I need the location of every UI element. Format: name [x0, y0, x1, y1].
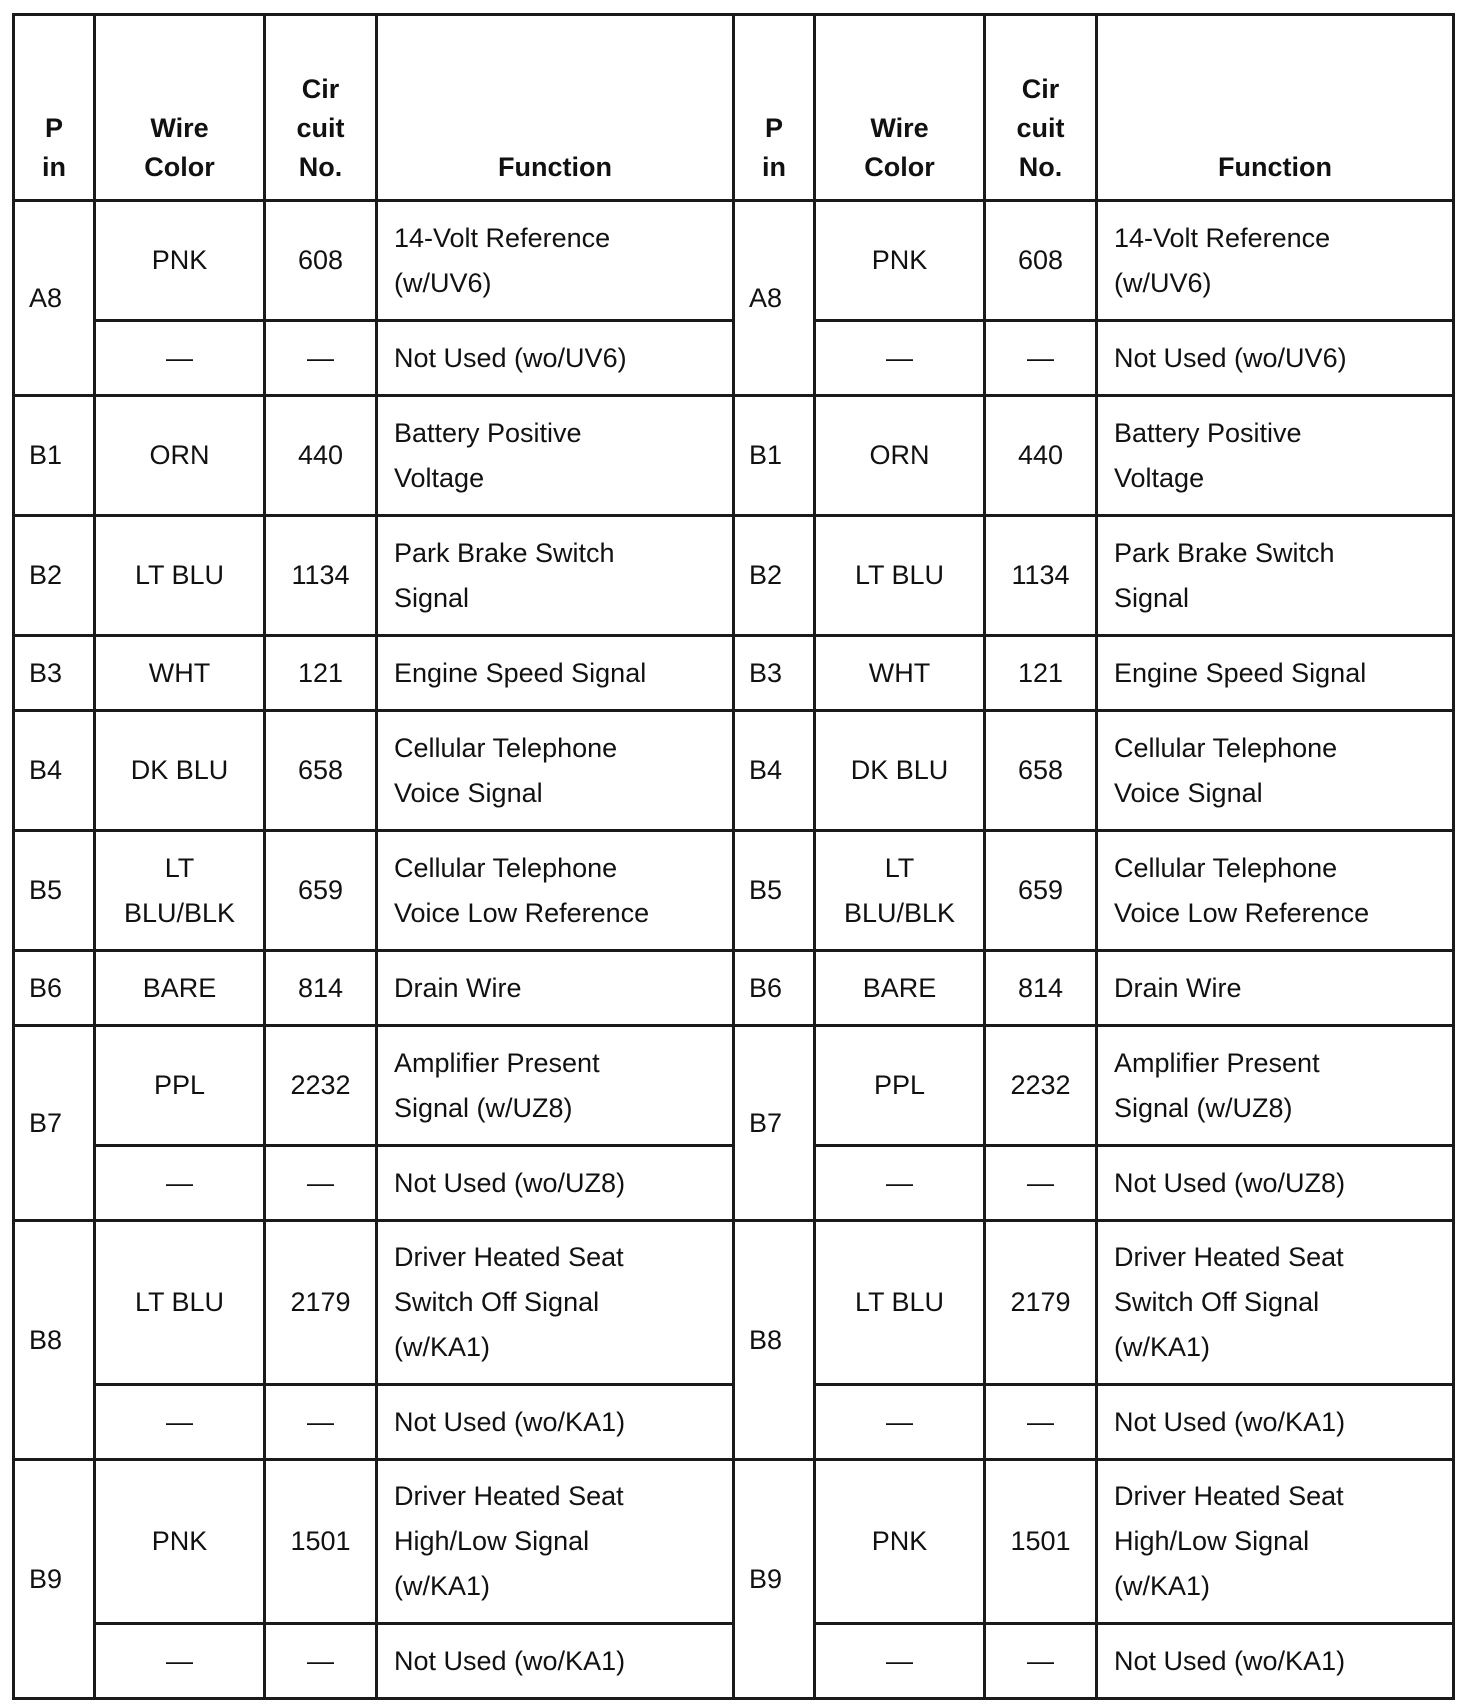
function-cell: Not Used (wo/KA1)	[1097, 1624, 1454, 1699]
function-cell: Engine Speed Signal	[1097, 636, 1454, 711]
pin-cell: B5	[734, 831, 815, 951]
header-row	[14, 15, 1454, 201]
wire-color-cell: PPL	[95, 1026, 265, 1146]
function-cell: Drain Wire	[377, 951, 734, 1026]
circuit-cell: 1134	[985, 516, 1097, 636]
pin-cell: B6	[14, 951, 95, 1026]
circuit-cell: 1134	[265, 516, 377, 636]
circuit-cell: 2179	[985, 1221, 1097, 1385]
pin-cell: B4	[14, 711, 95, 831]
pin-cell: B1	[734, 396, 815, 516]
function-cell: Driver Heated Seat High/Low Signal (w/KA1)	[377, 1460, 734, 1624]
circuit-cell: 2232	[985, 1026, 1097, 1146]
function-cell: Not Used (wo/KA1)	[377, 1624, 734, 1699]
function-cell: Amplifier Present Signal (w/UZ8)	[377, 1026, 734, 1146]
pin-cell: A8	[14, 201, 95, 396]
header-pin: P in	[14, 15, 95, 201]
wire-color-cell: —	[815, 1624, 985, 1699]
header-function: Function	[377, 15, 734, 201]
circuit-cell: 2232	[265, 1026, 377, 1146]
circuit-cell: 121	[985, 636, 1097, 711]
pin-cell: B8	[14, 1221, 95, 1460]
pin-cell: B6	[734, 951, 815, 1026]
pin-cell: B9	[14, 1460, 95, 1699]
function-cell: Park Brake Switch Signal	[1097, 516, 1454, 636]
wire-color-cell: PNK	[95, 201, 265, 321]
table-row	[14, 831, 1454, 951]
wire-color-cell: LT BLU	[815, 1221, 985, 1385]
wire-color-cell: LT BLU	[95, 516, 265, 636]
wire-color-cell: BARE	[815, 951, 985, 1026]
circuit-cell: 440	[265, 396, 377, 516]
circuit-cell: 1501	[265, 1460, 377, 1624]
pin-cell: B1	[14, 396, 95, 516]
circuit-cell: 1501	[985, 1460, 1097, 1624]
pin-cell: B2	[734, 516, 815, 636]
circuit-cell: —	[265, 1146, 377, 1221]
function-cell: Driver Heated Seat High/Low Signal (w/KA1)	[1097, 1460, 1454, 1624]
function-cell: Cellular Telephone Voice Low Reference	[1097, 831, 1454, 951]
wire-color-cell: DK BLU	[95, 711, 265, 831]
table-row	[14, 516, 1454, 636]
table-row	[14, 201, 1454, 321]
wire-color-cell: DK BLU	[815, 711, 985, 831]
header-circuit-no: Cir cuit No.	[985, 15, 1097, 201]
circuit-cell: 659	[265, 831, 377, 951]
header-circuit-no: Cir cuit No.	[265, 15, 377, 201]
circuit-cell: —	[265, 321, 377, 396]
pin-cell: B3	[734, 636, 815, 711]
function-cell: Cellular Telephone Voice Signal	[1097, 711, 1454, 831]
table-row	[14, 1221, 1454, 1385]
wire-color-cell: LT BLU/BLK	[95, 831, 265, 951]
pin-cell: B7	[14, 1026, 95, 1221]
wire-color-cell: PPL	[815, 1026, 985, 1146]
pinout-table	[12, 13, 1455, 1700]
circuit-cell: —	[265, 1385, 377, 1460]
wire-color-cell: WHT	[95, 636, 265, 711]
pin-cell: B3	[14, 636, 95, 711]
circuit-cell: —	[985, 321, 1097, 396]
function-cell: Not Used (wo/KA1)	[1097, 1385, 1454, 1460]
wire-color-cell: —	[815, 321, 985, 396]
function-cell: Cellular Telephone Voice Signal	[377, 711, 734, 831]
wire-color-cell: ORN	[815, 396, 985, 516]
function-cell: Not Used (wo/KA1)	[377, 1385, 734, 1460]
pin-cell: B7	[734, 1026, 815, 1221]
table-row	[14, 711, 1454, 831]
wire-color-cell: PNK	[95, 1460, 265, 1624]
wire-color-cell: —	[95, 1385, 265, 1460]
circuit-cell: 608	[985, 201, 1097, 321]
circuit-cell: 608	[265, 201, 377, 321]
table-row	[14, 636, 1454, 711]
function-cell: Amplifier Present Signal (w/UZ8)	[1097, 1026, 1454, 1146]
wire-color-cell: LT BLU/BLK	[815, 831, 985, 951]
header-wire-color: Wire Color	[815, 15, 985, 201]
circuit-cell: 814	[985, 951, 1097, 1026]
function-cell: 14-Volt Reference (w/UV6)	[377, 201, 734, 321]
circuit-cell: 121	[265, 636, 377, 711]
pin-cell: B2	[14, 516, 95, 636]
function-cell: Battery Positive Voltage	[377, 396, 734, 516]
function-cell: Not Used (wo/UV6)	[377, 321, 734, 396]
header-pin: P in	[734, 15, 815, 201]
circuit-cell: 2179	[265, 1221, 377, 1385]
table-row	[14, 1460, 1454, 1624]
pin-cell: B5	[14, 831, 95, 951]
table-row	[14, 951, 1454, 1026]
function-cell: 14-Volt Reference (w/UV6)	[1097, 201, 1454, 321]
circuit-cell: 814	[265, 951, 377, 1026]
circuit-cell: —	[985, 1146, 1097, 1221]
function-cell: Cellular Telephone Voice Low Reference	[377, 831, 734, 951]
function-cell: Battery Positive Voltage	[1097, 396, 1454, 516]
wire-color-cell: PNK	[815, 201, 985, 321]
circuit-cell: —	[985, 1624, 1097, 1699]
wire-color-cell: LT BLU	[815, 516, 985, 636]
wire-color-cell: BARE	[95, 951, 265, 1026]
wire-color-cell: ORN	[95, 396, 265, 516]
function-cell: Driver Heated Seat Switch Off Signal (w/KA1)	[377, 1221, 734, 1385]
function-cell: Drain Wire	[1097, 951, 1454, 1026]
function-cell: Not Used (wo/UZ8)	[377, 1146, 734, 1221]
header-function: Function	[1097, 15, 1454, 201]
function-cell: Not Used (wo/UV6)	[1097, 321, 1454, 396]
circuit-cell: 659	[985, 831, 1097, 951]
function-cell: Driver Heated Seat Switch Off Signal (w/KA1)	[1097, 1221, 1454, 1385]
table-row	[14, 396, 1454, 516]
circuit-cell: 658	[265, 711, 377, 831]
circuit-cell: —	[265, 1624, 377, 1699]
wire-color-cell: —	[95, 1146, 265, 1221]
circuit-cell: —	[985, 1385, 1097, 1460]
wire-color-cell: —	[95, 1624, 265, 1699]
function-cell: Engine Speed Signal	[377, 636, 734, 711]
wire-color-cell: WHT	[815, 636, 985, 711]
wire-color-cell: —	[815, 1146, 985, 1221]
table-row	[14, 1026, 1454, 1146]
circuit-cell: 440	[985, 396, 1097, 516]
header-wire-color: Wire Color	[95, 15, 265, 201]
wire-color-cell: LT BLU	[95, 1221, 265, 1385]
pin-cell: B9	[734, 1460, 815, 1699]
circuit-cell: 658	[985, 711, 1097, 831]
wire-color-cell: PNK	[815, 1460, 985, 1624]
pin-cell: B8	[734, 1221, 815, 1460]
function-cell: Not Used (wo/UZ8)	[1097, 1146, 1454, 1221]
function-cell: Park Brake Switch Signal	[377, 516, 734, 636]
pin-cell: B4	[734, 711, 815, 831]
wire-color-cell: —	[815, 1385, 985, 1460]
pin-cell: A8	[734, 201, 815, 396]
wire-color-cell: —	[95, 321, 265, 396]
